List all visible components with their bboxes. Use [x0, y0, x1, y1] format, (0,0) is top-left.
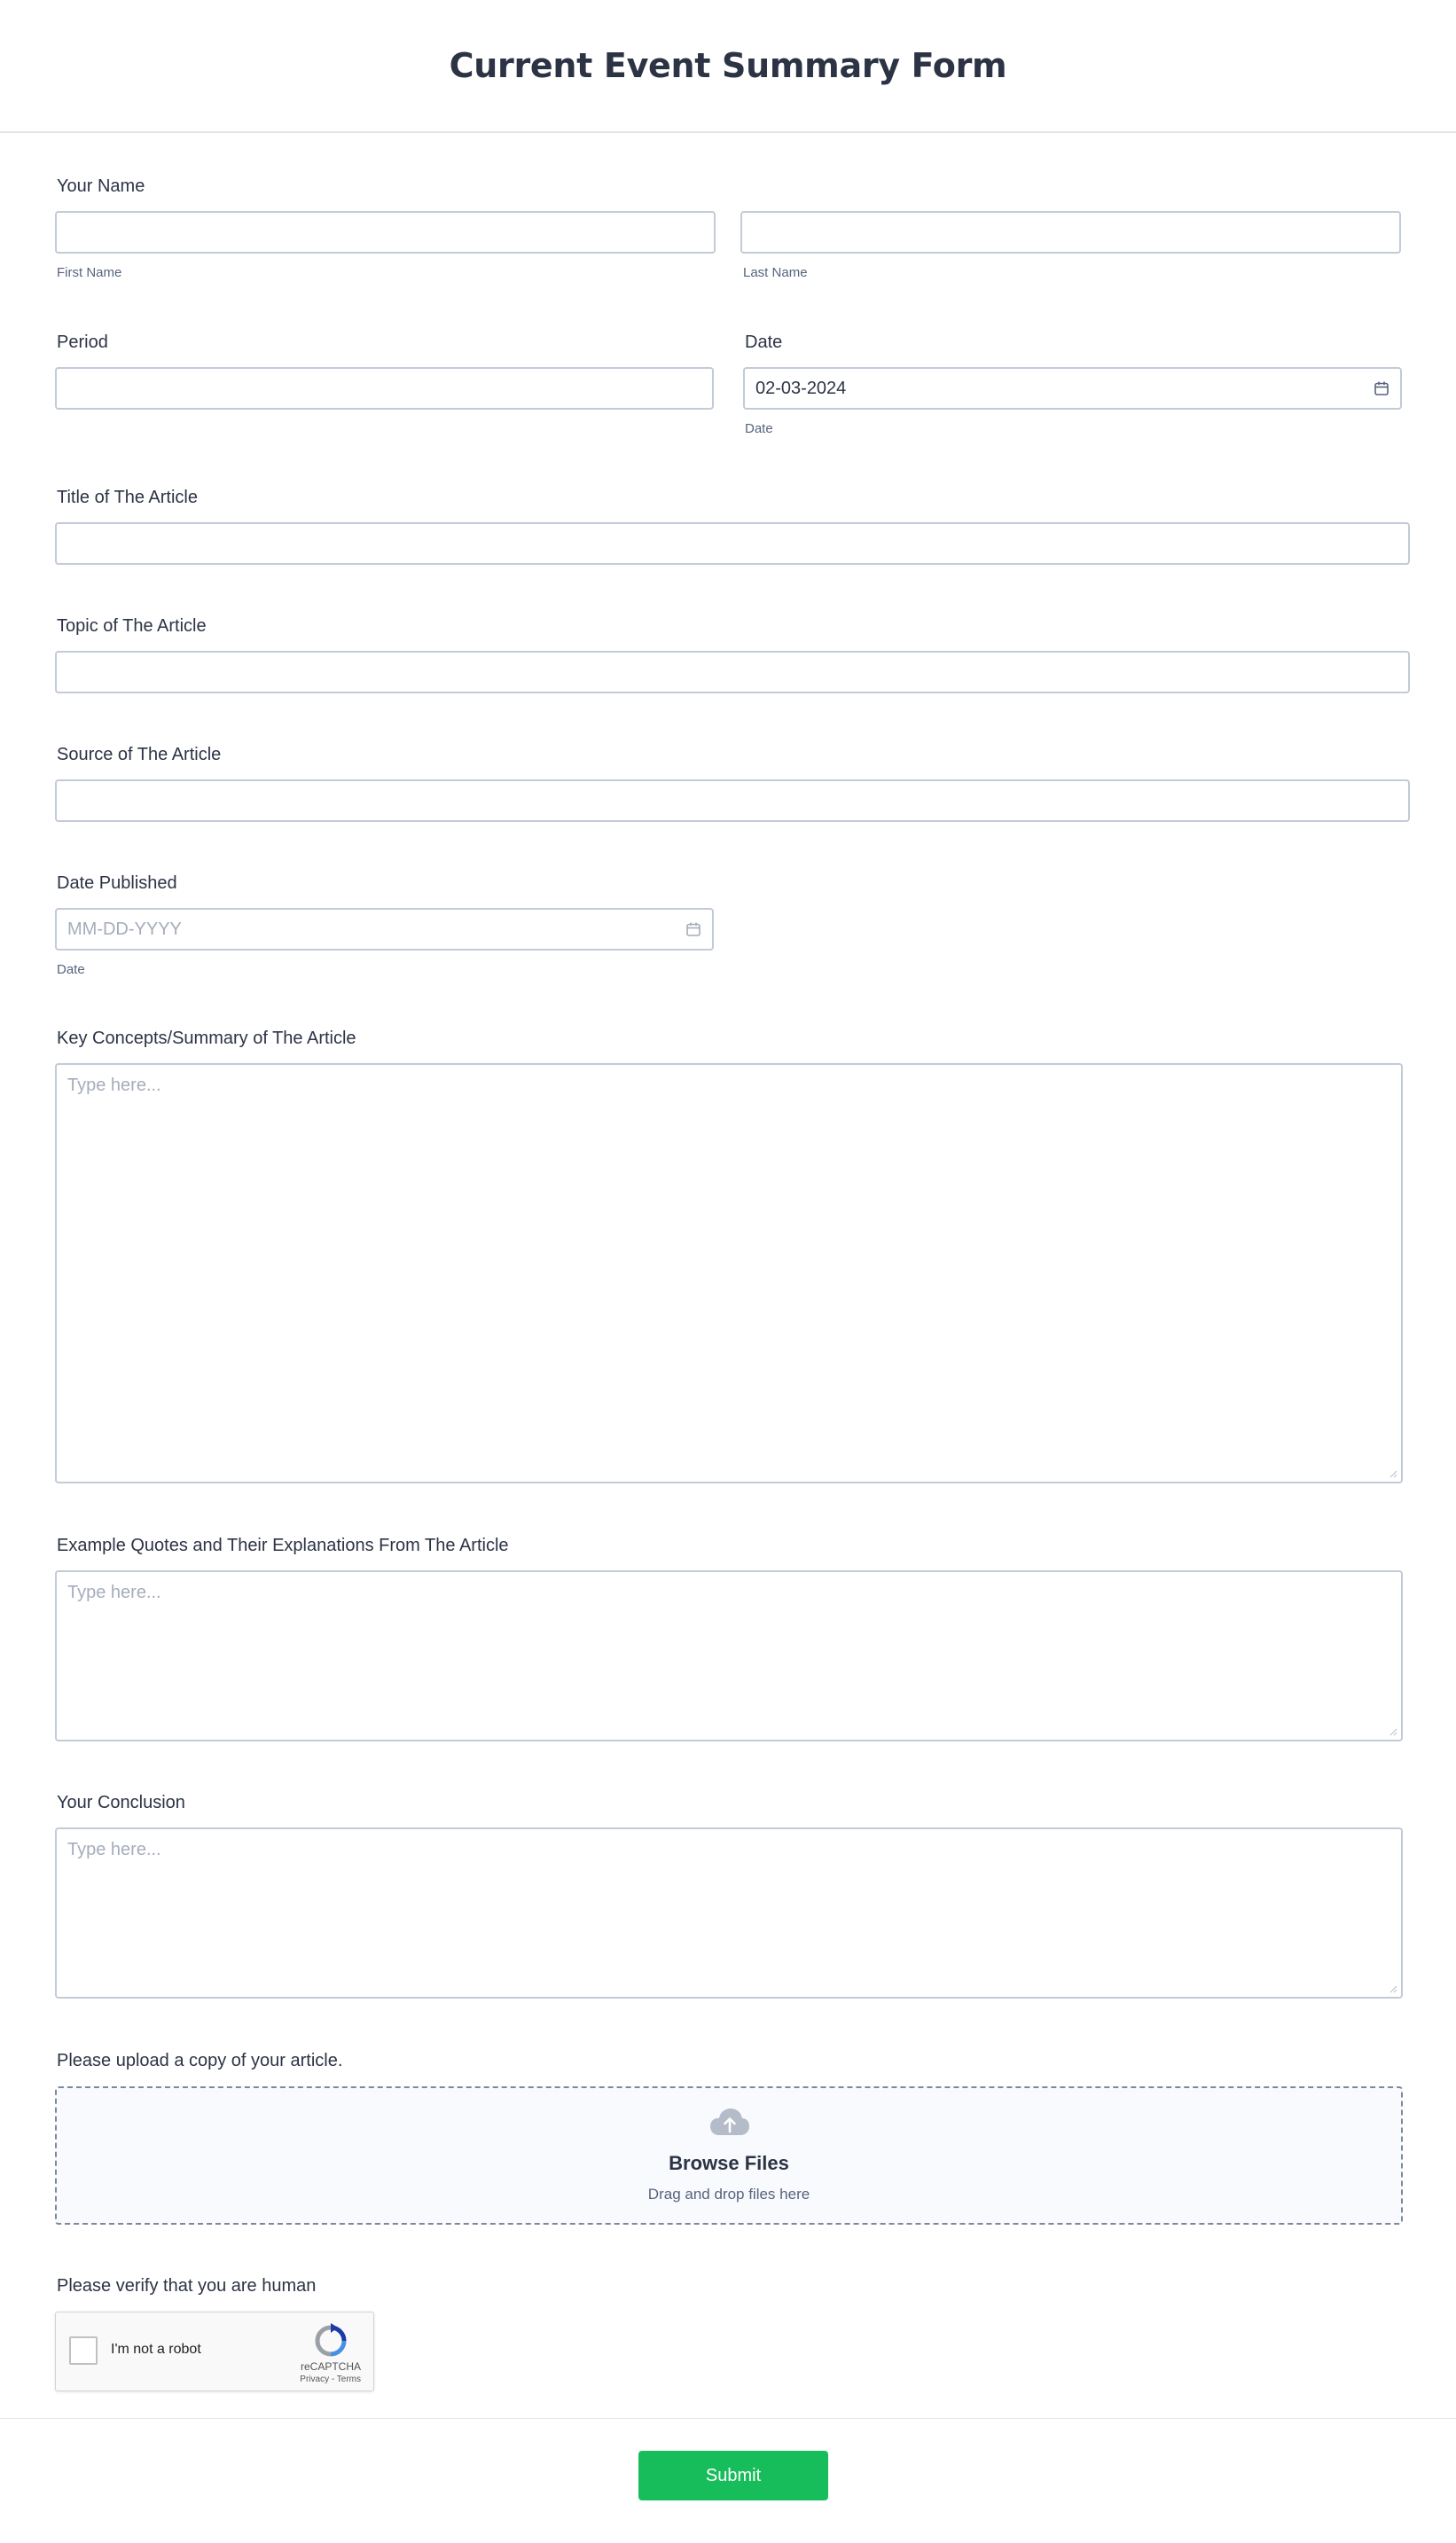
file-upload-dropzone[interactable]: [55, 2086, 1403, 2225]
date-sublabel: Date: [745, 421, 773, 436]
upload-label: Please upload a copy of your article.: [57, 2051, 343, 2070]
form-header: [0, 0, 1456, 133]
date-input[interactable]: [743, 367, 1402, 410]
date-label: Date: [745, 333, 783, 352]
key-concepts-textarea[interactable]: [55, 1063, 1403, 1483]
recaptcha-terms-link[interactable]: Privacy - Terms: [300, 2375, 361, 2384]
key-concepts-label: Key Concepts/Summary of The Article: [57, 1029, 356, 1048]
last-name-input[interactable]: [740, 211, 1401, 254]
conclusion-label: Your Conclusion: [57, 1793, 185, 1812]
example-quotes-textarea[interactable]: [55, 1570, 1403, 1741]
submit-button[interactable]: Submit: [638, 2451, 828, 2500]
date-published-sublabel: Date: [57, 962, 85, 977]
recaptcha-widget: [55, 2312, 374, 2391]
conclusion-placeholder: Type here...: [67, 1840, 161, 1859]
example-quotes-label: Example Quotes and Their Explanations From The Article: [57, 1536, 509, 1555]
recaptcha-checkbox[interactable]: [69, 2336, 98, 2365]
drag-drop-hint: Drag and drop files here: [647, 2186, 810, 2203]
resize-grip-icon[interactable]: [1389, 1984, 1397, 1993]
calendar-icon[interactable]: [1374, 380, 1389, 396]
recaptcha-brand: reCAPTCHA: [300, 2360, 361, 2373]
example-quotes-placeholder: Type here...: [67, 1583, 161, 1602]
article-title-input[interactable]: [55, 522, 1410, 565]
your-name-label: Your Name: [57, 176, 145, 196]
date-published-label: Date Published: [57, 873, 177, 893]
last-name-sublabel: Last Name: [743, 265, 808, 280]
date-published-placeholder: MM-DD-YYYY: [67, 919, 182, 939]
article-topic-input[interactable]: [55, 651, 1410, 693]
date-published-input[interactable]: [55, 908, 714, 951]
article-title-label: Title of The Article: [57, 488, 198, 507]
browse-files-button[interactable]: Browse Files: [669, 2152, 789, 2174]
calendar-icon[interactable]: [685, 921, 701, 937]
resize-grip-icon[interactable]: [1389, 1727, 1397, 1736]
article-source-label: Source of The Article: [57, 745, 222, 764]
resize-grip-icon[interactable]: [1389, 1469, 1397, 1478]
key-concepts-placeholder: Type here...: [67, 1076, 161, 1095]
article-topic-label: Topic of The Article: [57, 616, 207, 636]
form-title: Current Event Summary Form: [449, 46, 1007, 85]
period-label: Period: [57, 333, 108, 352]
conclusion-textarea[interactable]: [55, 1827, 1403, 1999]
cloud-upload-icon: [709, 2108, 750, 2138]
captcha-label: Please verify that you are human: [57, 2276, 317, 2296]
first-name-input[interactable]: [55, 211, 716, 254]
recaptcha-logo-icon: [313, 2323, 348, 2359]
period-input[interactable]: [55, 367, 714, 410]
first-name-sublabel: First Name: [57, 265, 122, 280]
article-source-input[interactable]: [55, 779, 1410, 822]
date-value: 02-03-2024: [755, 379, 847, 398]
recaptcha-text: I'm not a robot: [111, 2342, 201, 2357]
